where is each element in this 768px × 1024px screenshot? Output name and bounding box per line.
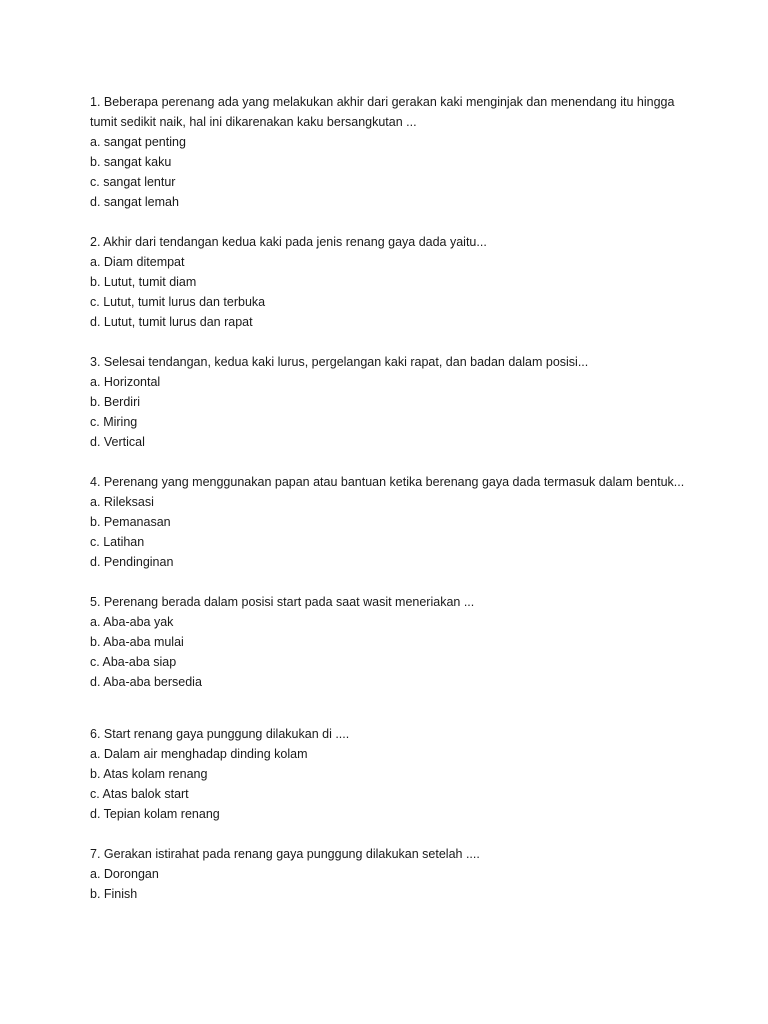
option-b: b. Aba-aba mulai [90, 635, 184, 649]
option-b: b. Finish [90, 887, 138, 901]
question-2 [90, 232, 700, 332]
question-text: 6. Start renang gaya punggung dilakukan di .... [90, 727, 350, 741]
option-d: d. Aba-aba bersedia [90, 675, 202, 689]
question-4 [90, 472, 700, 572]
option-c: c. Latihan [90, 535, 145, 549]
option-d: d. Pendinginan [90, 555, 174, 569]
question-text: 2. Akhir dari tendangan kedua kaki pada jenis renang gaya dada yaitu... [90, 235, 487, 249]
question-text: 5. Perenang berada dalam posisi start pada saat wasit meneriakan ... [90, 595, 475, 609]
option-a: a. Dorongan [90, 867, 159, 881]
option-d: d. Lutut, tumit lurus dan rapat [90, 315, 253, 329]
question-list [90, 92, 700, 904]
question-1 [90, 92, 700, 212]
option-b: b. Pemanasan [90, 515, 171, 529]
option-d: d. sangat lemah [90, 195, 179, 209]
option-c: c. sangat lentur [90, 175, 176, 189]
question-6 [90, 724, 700, 824]
option-b: b. Atas kolam renang [90, 767, 208, 781]
option-a: a. Horizontal [90, 375, 161, 389]
option-d: d. Vertical [90, 435, 145, 449]
spacer [90, 824, 700, 844]
option-b: b. sangat kaku [90, 155, 172, 169]
option-c: c. Lutut, tumit lurus dan terbuka [90, 295, 266, 309]
option-c: c. Miring [90, 415, 138, 429]
option-b: b. Berdiri [90, 395, 141, 409]
option-c: c. Atas balok start [90, 787, 189, 801]
option-b: b. Lutut, tumit diam [90, 275, 197, 289]
question-7 [90, 844, 700, 904]
question-text: 7. Gerakan istirahat pada renang gaya punggung dilakukan setelah .... [90, 847, 480, 861]
spacer [90, 452, 700, 472]
spacer [90, 212, 700, 232]
spacer [90, 572, 700, 592]
question-text: 3. Selesai tendangan, kedua kaki lurus, pergelangan kaki rapat, dan badan dalam posisi... [90, 355, 589, 369]
question-5 [90, 592, 700, 692]
question-3 [90, 352, 700, 452]
spacer [90, 332, 700, 352]
option-a: a. Diam ditempat [90, 255, 185, 269]
option-c: c. Aba-aba siap [90, 655, 177, 669]
option-d: d. Tepian kolam renang [90, 807, 220, 821]
option-a: a. Aba-aba yak [90, 615, 174, 629]
question-text: 4. Perenang yang menggunakan papan atau bantuan ketika berenang gaya dada termasuk dalam bentuk... [90, 475, 685, 489]
option-a: a. sangat penting [90, 135, 186, 149]
option-a: a. Rileksasi [90, 495, 154, 509]
spacer [90, 692, 700, 724]
option-a: a. Dalam air menghadap dinding kolam [90, 747, 308, 761]
question-text: 1. Beberapa perenang ada yang melakukan akhir dari gerakan kaki menginjak dan menendang itu hingga tumit sedikit naik, hal ini dikarenakan kaku bersangkutan ... [90, 95, 675, 129]
